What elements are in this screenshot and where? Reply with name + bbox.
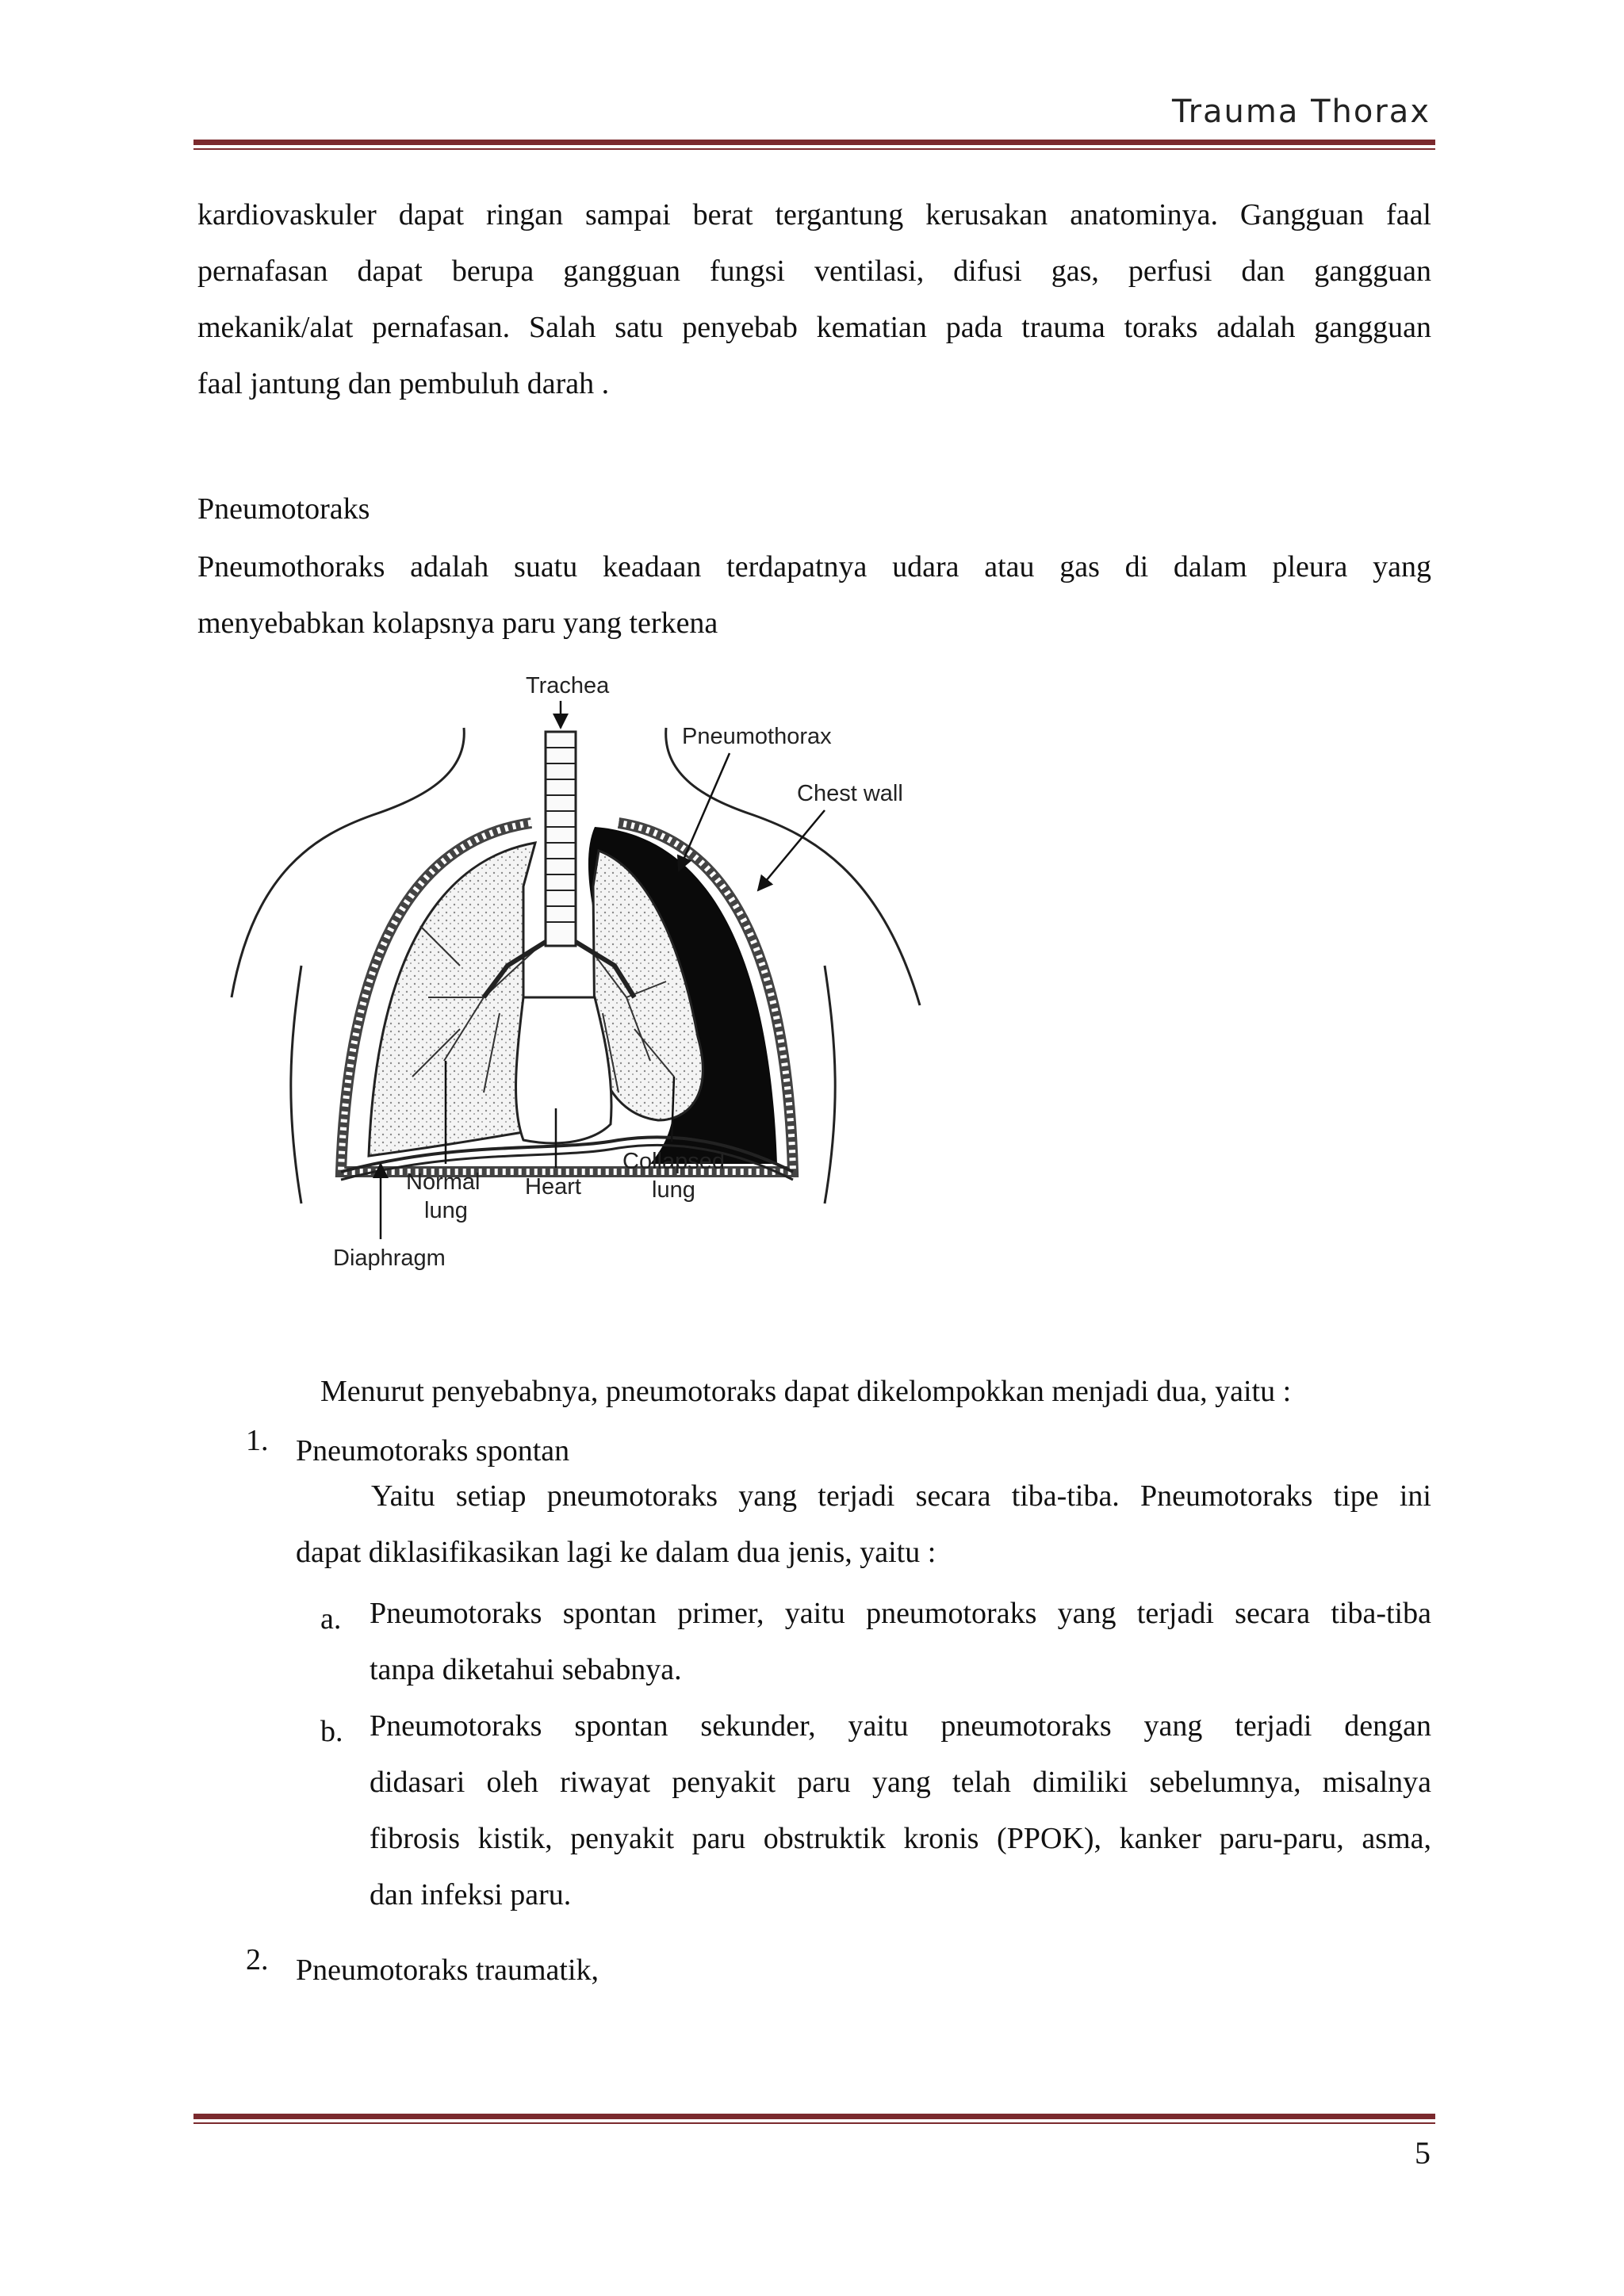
- label-chest-wall: Chest wall: [797, 781, 903, 806]
- subitem-a-line-1: Pneumotoraks spontan primer, yaitu pneumotoraks yang terjadi secara tiba-tiba: [370, 1597, 1431, 1630]
- definition-line-1: Pneumothoraks adalah suatu keadaan terdapatnya udara atau gas di dalam pleura yang: [197, 550, 1431, 584]
- subitem-a-text: [370, 1586, 1431, 1698]
- pneumothorax-diagram: [222, 664, 936, 1283]
- header-rule-thick: [193, 140, 1435, 145]
- header-rule-thin: [193, 148, 1435, 150]
- heart: [516, 997, 611, 1143]
- item-1-desc-line-1: Yaitu setiap pneumotoraks yang terjadi secara tiba-tiba. Pneumotoraks tipe ini: [371, 1479, 1431, 1513]
- intro-line-4: faal jantung dan pembuluh darah .: [197, 367, 610, 400]
- definition-line-2: menyebabkan kolapsnya paru yang terkena: [197, 607, 718, 640]
- footer-rule-thin: [193, 2122, 1435, 2124]
- running-header-title: Trauma Thorax: [1172, 94, 1431, 130]
- page-number: 5: [1415, 2135, 1431, 2171]
- label-heart: Heart: [525, 1174, 581, 1200]
- label-collapsed-lung-1: Collapsed: [622, 1149, 725, 1174]
- subitem-b-text: [370, 1698, 1431, 1923]
- list-item-1-description: [296, 1468, 1431, 1581]
- list-item-1-number: 1.: [246, 1424, 269, 1457]
- label-normal-lung-2: lung: [424, 1198, 468, 1223]
- subitem-b-letter: b.: [320, 1715, 343, 1748]
- list-item-1-title: Pneumotoraks spontan: [296, 1434, 570, 1468]
- intro-line-1: kardiovaskuler dapat ringan sampai berat tergantung kerusakan anatominya. Gangguan faal: [197, 198, 1431, 232]
- subitem-b-line-4: dan infeksi paru.: [370, 1878, 572, 1911]
- classification-intro: Menurut penyebabnya, pneumotoraks dapat dikelompokkan menjadi dua, yaitu :: [320, 1375, 1292, 1408]
- subitem-b-line-1: Pneumotoraks spontan sekunder, yaitu pneumotoraks yang terjadi dengan: [370, 1709, 1431, 1743]
- normal-lung: [369, 843, 535, 1156]
- label-pneumothorax: Pneumothorax: [682, 724, 832, 749]
- subitem-a-letter: a.: [320, 1602, 342, 1636]
- torso-left-side: [291, 966, 301, 1203]
- label-collapsed-lung-2: lung: [652, 1177, 695, 1203]
- section-heading: Pneumotoraks: [197, 492, 370, 526]
- label-trachea: Trachea: [526, 673, 610, 698]
- intro-line-3: mekanik/alat pernafasan. Salah satu penyebab kematian pada trauma toraks adalah gangguan: [197, 311, 1431, 344]
- label-normal-lung-1: Normal: [406, 1169, 481, 1195]
- subitem-b-line-2: didasari oleh riwayat penyakit paru yang telah dimiliki sebelumnya, misalnya: [370, 1766, 1431, 1799]
- label-diaphragm: Diaphragm: [333, 1246, 446, 1271]
- subitem-b-line-3: fibrosis kistik, penyakit paru obstruktik kronis (PPOK), kanker paru-paru, asma,: [370, 1822, 1431, 1855]
- list-item-2-number: 2.: [246, 1943, 269, 1976]
- definition-paragraph: [197, 539, 1431, 652]
- subitem-a-line-2: tanpa diketahui sebabnya.: [370, 1653, 682, 1686]
- footer-rule-thick: [193, 2114, 1435, 2119]
- intro-line-2: pernafasan dapat berupa gangguan fungsi ventilasi, difusi gas, perfusi dan gangguan: [197, 254, 1431, 288]
- torso-right-side: [825, 966, 835, 1203]
- intro-paragraph: [197, 187, 1431, 412]
- item-1-desc-line-2: dapat diklasifikasikan lagi ke dalam dua jenis, yaitu :: [296, 1536, 936, 1569]
- list-item-2-title: Pneumotoraks traumatik,: [296, 1954, 599, 1987]
